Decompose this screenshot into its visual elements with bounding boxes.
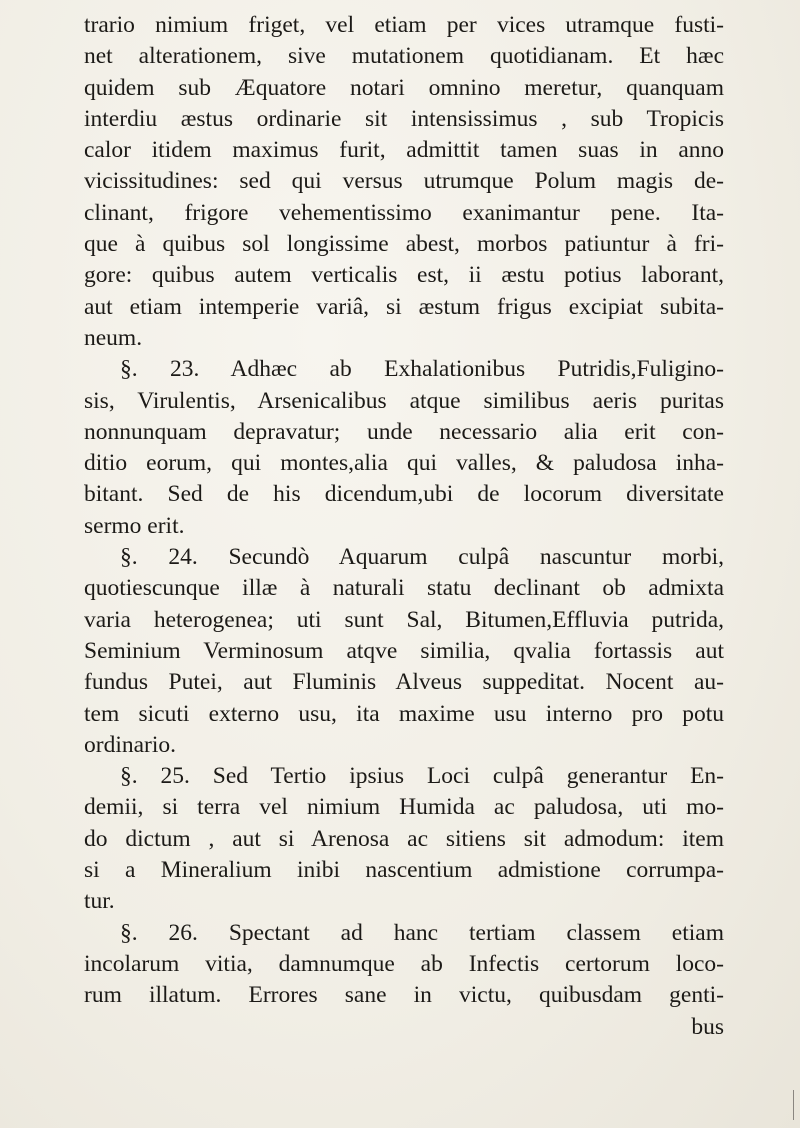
section-25-heading-line: §. 25. Sed Tertio ipsius Loci culpâ generantur En- — [120, 763, 724, 790]
catchword: bus — [691, 1013, 724, 1040]
text-line: demii, si terra vel nimium Humida ac paludosa, uti mo- — [84, 794, 724, 821]
text-line: Seminium Verminosum atqve similia, qvalia fortassis aut — [84, 637, 724, 664]
text-line: incolarum vitia, damnumque ab Infectis certorum loco- — [84, 950, 724, 977]
text-line: neum. — [84, 324, 143, 351]
text-line: net alterationem, sive mutationem quotidianam. Et hæc — [84, 43, 724, 70]
text-line: sermo erit. — [84, 512, 185, 539]
page-edge-mark — [793, 1090, 794, 1120]
text-line: clinant, frigore vehementissimo exanimantur pene. Ita- — [84, 199, 724, 226]
text-line: vicissitudines: sed qui versus utrumque Polum magis de- — [84, 168, 724, 195]
text-line: interdiu æstus ordinarie sit intensissimus , sub Tropicis — [84, 105, 724, 132]
text-line: nonnunquam depravatur; unde necessario alia erit con- — [84, 418, 724, 445]
text-line: si a Mineralium inibi nascentium admistione corrumpa- — [84, 857, 724, 884]
text-line: gore: quibus autem verticalis est, ii æstu potius laborant, — [84, 262, 724, 289]
text-line: bitant. Sed de his dicendum,ubi de locorum diversitate — [84, 481, 724, 508]
section-24-heading-line: §. 24. Secundò Aquarum culpâ nascuntur morbi, — [120, 544, 724, 571]
body-text — [84, 10, 724, 1043]
section-26-heading-line: §. 26. Spectant ad hanc tertiam classem etiam — [120, 919, 724, 946]
text-line: quidem sub Æquatore notari omnino meretur, quanquam — [84, 74, 724, 101]
text-line: quotiescunque illæ à naturali statu declinant ob admixta — [84, 575, 724, 602]
text-line: rum illatum. Errores sane in victu, quibusdam genti- — [84, 982, 724, 1009]
text-line: fundus Putei, aut Fluminis Alveus suppeditat. Nocent au- — [84, 669, 724, 696]
text-line: do dictum , aut si Arenosa ac sitiens sit admodum: item — [84, 825, 724, 852]
text-line: sis, Virulentis, Arsenicalibus atque similibus aeris puritas — [84, 387, 724, 414]
text-line: ordinario. — [84, 731, 177, 758]
text-line: varia heterogenea; uti sunt Sal, Bitumen,Effluvia putrida, — [84, 606, 724, 633]
text-line: tur. — [84, 888, 115, 915]
text-line: que à quibus sol longissime abest, morbos patiuntur à fri- — [84, 231, 724, 258]
text-line: trario nimium friget, vel etiam per vices utramque fusti- — [84, 12, 724, 38]
text-line: aut etiam intemperie variâ, si æstum frigus excipiat subita- — [84, 293, 724, 320]
text-line: calor itidem maximus furit, admittit tamen suas in anno — [84, 137, 724, 164]
text-line: tem sicuti externo usu, ita maxime usu interno pro potu — [84, 700, 724, 727]
text-line: ditio eorum, qui montes,alia qui valles, & paludosa inha- — [84, 450, 724, 477]
section-23-heading-line: §. 23. Adhæc ab Exhalationibus Putridis,Fuligino- — [120, 356, 724, 383]
